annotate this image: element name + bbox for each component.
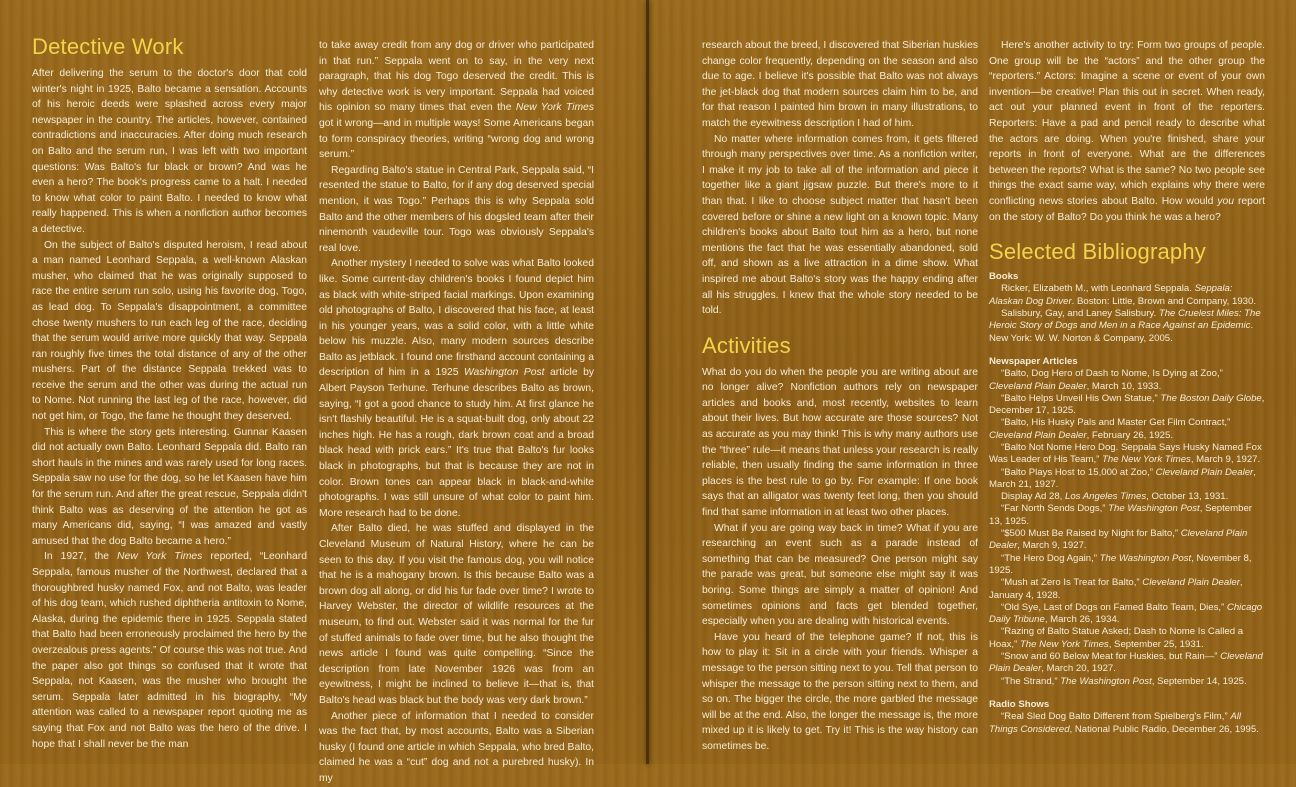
book-entry: Salisbury, Gay, and Laney Salisbury. The Cruelest Miles: The Heroic Story of Dogs and Men in a Race Against an Epidemic. New York: W. W. Norton & Company, 2005. — [989, 308, 1261, 344]
article-entry: Display Ad 28, Los Angeles Times, October 13, 1931. — [1001, 491, 1229, 503]
paragraph: No matter where information comes from, it gets filtered through many perspectives over time. As a nonfiction writer, I make it my job to take all of the information and piece it together like a giant jigsaw puzzle. But there's more to it than that. I like to choose subject matter that hasn't been covered before or shine a new light on a known topic. Many children's books about Balto tout him as a hero, but none mentions the fact that he was essentially abandoned, sold off, and shown as a live attraction in a dime show. What inspired me about Balto's story was the happy ending after all his struggles. I knew that the whole story needed to be told. — [702, 133, 978, 317]
paragraph: Another piece of information that I needed to consider was the fact that, by most accounts, Balto was a Siberian husky (I found one article in which Seppala, who bred Balto, claimed he was a “cut” dog and not a purebred husky). In my — [319, 710, 594, 784]
paragraph: Regarding Balto's statue in Central Park, Seppala said, “I resented the statue to Balto, for if any dog deserved special mention, it was Togo.” Perhaps this is why Seppala sold Balto and the other members of his dogsled team after their ninemonth vaudeville tour. Togo was obviously Seppala's real love. — [319, 164, 594, 254]
paragraph: In 1927, the New York Times reported, “Leonhard Seppala, famous musher of the Northwest, declared that a thoroughbred husky named Fox, and not Balto, was leader of his dog team, which rushed diphtheria antitoxin to Nome, Alaska, during the epidemic there in 1925. Seppala stated that Balto had been erroneously proclaimed the hero by the overzealous press agents.” Of course this was not true. And the paper also got things so confused that it wrote that Seppala, not Kaasen, was the musher who brought the serum. Seppala later admitted in his biography, “My attention was called to a newspaper report quoting me as saying that Fox and not Balto was the hero of the drive. I hope that I shall never be the man — [32, 551, 307, 750]
detective-work-heading: Detective Work — [32, 34, 184, 59]
books-label: Books — [989, 271, 1019, 283]
paragraph: Here's another activity to try: Form two groups of people. One group will be the “actors” and the other group the “reporters.” Actors: Imagine a scene or event of your own invention—be creative! Plan this out in secret. When ready, act out your planned event in front of the reporters. Reporters: Have a pad and pencil ready to describe what the actors are doing. When you're finished, share your reports in front of everyone. What are the differences between the reports? What is the same? No two people see things the exact same way, which explains why there were conflicting news stories about Balto. How would you report on the story of Balto? Do you think he was a hero? — [989, 40, 1265, 223]
article-entry: “Balto Plays Host to 15,000 at Zoo,” Cleveland Plain Dealer, March 21, 1927. — [989, 466, 1256, 490]
paragraph: After Balto died, he was stuffed and displayed in the Cleveland Museum of Natural History, where he can be seen to this day. If you visit the famous dog, you will notice that he is a mahogany brown. Is this because Balto was a brown dog all along, or did his fur fade over time? I wrote to Harvey Webster, the director of wildlife resources at the museum, to find out. Webster said it was normal for the fur of stuffed animals to fade over time, but he also thought the news article I found was quite compelling. “Since the description from late November 1926 was from an eyewitness, I might be inclined to believe it—that is, that Balto's head was black but the body was very dark brown.” — [319, 523, 594, 706]
article-entry: “$500 Must Be Raised by Night for Balto,” Cleveland Plain Dealer, March 9, 1927. — [989, 528, 1248, 552]
paragraph: What do you do when the people you are writing about are no longer alive? Nonfiction authors rely on newspaper articles and books and, most recently, websites to learn about their lives. But how accurate are those sources? Not as accurate as you may think! This is why many authors use the “three” rule—it means that unless your research is really reliable, then usually finding the same information in three places is the best rule to go by. For example: If one book says that an alligator was twenty feet long, then you should find that same information in at least two other places. — [702, 366, 978, 519]
article-entry: “The Strand,” The Washington Post, September 14, 1925. — [1001, 675, 1247, 687]
activities-heading: Activities — [702, 332, 791, 358]
article-entry: “Old Sye, Last of Dogs on Famed Balto Team, Dies,” Chicago Daily Tribune, March 26, 1934. — [989, 601, 1263, 626]
paragraph: What if you are going way back in time? What if you are researching an event such as a parade instead of something that can be measured? One person might say the parade was great, but someone else might say it was boring. Some things are simply a matter of opinion! And sometimes opinions and facts get blended together, especially when you are dealing with historical events. — [702, 522, 978, 628]
article-entry: “Snow and 60 Below Meat for Huskies, but Rain—” Cleveland Plain Dealer, March 20, 1927. — [989, 651, 1263, 675]
paragraph: Have you heard of the telephone game? If not, this is how to play it: Sit in a circle with your friends. Whisper a message to the person sitting next to you. Tell that person to whisper the message to the person sitting next to them, and so on. The bigger the circle, the more garbled the message will be at the end. Also, the longer the message is, the more mixed up it is likely to get. Try it! This is the way history can sometimes be. — [702, 631, 978, 752]
newspaper-articles-label: Newspaper Articles — [989, 355, 1078, 367]
article-entry: “Balto Helps Unveil His Own Statue,” The Boston Daily Globe, December 17, 1925. — [989, 392, 1265, 417]
radio-entry: “Real Sled Dog Balto Different from Spielberg's Film,” All Things Considered, National Public Radio, December 26, 1995. — [989, 711, 1259, 735]
article-entry: “Balto, His Husky Pals and Master Get Film Contract,” Cleveland Plain Dealer, February 26, 1925. — [989, 417, 1231, 441]
paragraph: On the subject of Balto's disputed heroism, I read about a man named Leonhard Seppala, a well-known Alaskan musher, who claimed that he was originally supposed to race the entire serum run solo, using his favorite dog, Togo, as lead dog. To Seppala's disappointment, a committee chose twenty mushers to run each leg of the race, deciding that the serum would arrive more quickly that way. Seppala ran roughly five times the total distance of any of the other mushers. Part of the distance Seppala trekked was to receive the serum and the other was during the actual run to Nome. Not running the last leg of the race, however, did not get him, or Togo, the fame he thought they deserved. — [32, 239, 307, 423]
article-entry: “Far North Sends Dogs,” The Washington Post, September 13, 1925. — [989, 503, 1252, 527]
radio-shows-label: Radio Shows — [989, 698, 1050, 710]
article-entry: “Balto, Dog Hero of Dash to Nome, Is Dying at Zoo,” Cleveland Plain Dealer, March 10, 1933. — [989, 368, 1223, 392]
article-entry: “Mush at Zero Is Treat for Balto,” Cleveland Plain Dealer, January 4, 1928. — [989, 577, 1243, 601]
book-entry: Ricker, Elizabeth M., with Leonhard Seppala. Seppala: Alaskan Dog Driver. Boston: Little, Brown and Company, 1930. — [989, 283, 1256, 307]
column-4 — [989, 38, 1265, 736]
paragraph: Another mystery I needed to solve was what Balto looked like. Some current-day children's books I found depict him as black with white-striped facial markings. Upon examining old photographs of Balto, I discovered that his face, at least in his younger years, was a solid color, with a little white below his muzzle. Also, many modern sources describe Balto as jetblack. I found one firsthand account containing a description of him in a 1925 Washington Post article by Albert Payson Terhune. Terhune describes Balto as brown, saying, “I got a good chance to study him. At first glance he isn't flashily beautiful. He is a squat-built dog, only about 22 inches high. He has a rough, dark brown coat and a broad black head with prick ears.” It's true that Balto's fur looks black in photographs, but that is because they are not in color. Brown tones can appear black in black-and-white photographs. I was still unsure of what color to paint him. More research had to be done. — [319, 258, 594, 519]
bibliography — [989, 271, 1265, 736]
article-entry: “The Hero Dog Again,” The Washington Post, November 8, 1925. — [989, 552, 1252, 576]
left-page — [0, 0, 646, 784]
paragraph: research about the breed, I discovered that Siberian huskies change color frequently, depending on the season and also due to age. I believe it's possible that Balto was not always the jet-black dog that modern sources claim him to be, and for that reason I painted him brown in many illustrations, to match the eyewitness description I had of him. — [702, 40, 978, 129]
article-entry: “Balto Not Nome Hero Dog. Seppala Says Husky Named Fox Was Leader of His Team,” The New York Times, March 9, 1927. — [989, 441, 1262, 466]
column-3 — [702, 38, 978, 755]
paragraph: After delivering the serum to the doctor's door that cold winter's night in 1925, Balto became a sensation. Accounts of his heroic deeds were splashed across every major newspaper in the country. The articles, however, contained contradictions and inaccuracies. After doing much research on Balto and the serum run, I was left with two important questions: Was Balto's fur black or brown? And was he even a hero? The book's progress came to a halt. I needed to know what color to paint Balto. I needed to know what really happened. This is when a nonfiction author becomes a detective. — [32, 68, 307, 235]
article-entry: “Razing of Balto Statue Asked; Dash to Nome Is Called a Hoax,” The New York Times, September 25, 1931. — [989, 626, 1244, 650]
paragraph: This is where the story gets interesting. Gunnar Kaasen did not actually own Balto. Leonhard Seppala did. Balto ran short hauls in the mines and was rarely used for long races. Seppala saw no use for the dog, so he let Kaasen have him for the serum run. And after the great rescue, Seppala didn't think Balto was as deserving of the attention he got as many Americans did, saying, “I was amazed and vastly amused that the dog Balto became a hero.” — [32, 426, 307, 547]
column-2 — [319, 38, 594, 787]
bibliography-heading: Selected Bibliography — [989, 239, 1207, 265]
paragraph: to take away credit from any dog or driver who participated in that run.” Seppala went on to say, in the very next paragraph, that his dog Togo deserved the credit. This is why detective work is very important. Seppala had voiced his opinion so many times that even the New York Times got it wrong—and in multiple ways! Some Americans began to form conspiracy theories, writing “wrong dog and wrong serum.” — [319, 40, 594, 161]
column-1 — [32, 34, 307, 752]
